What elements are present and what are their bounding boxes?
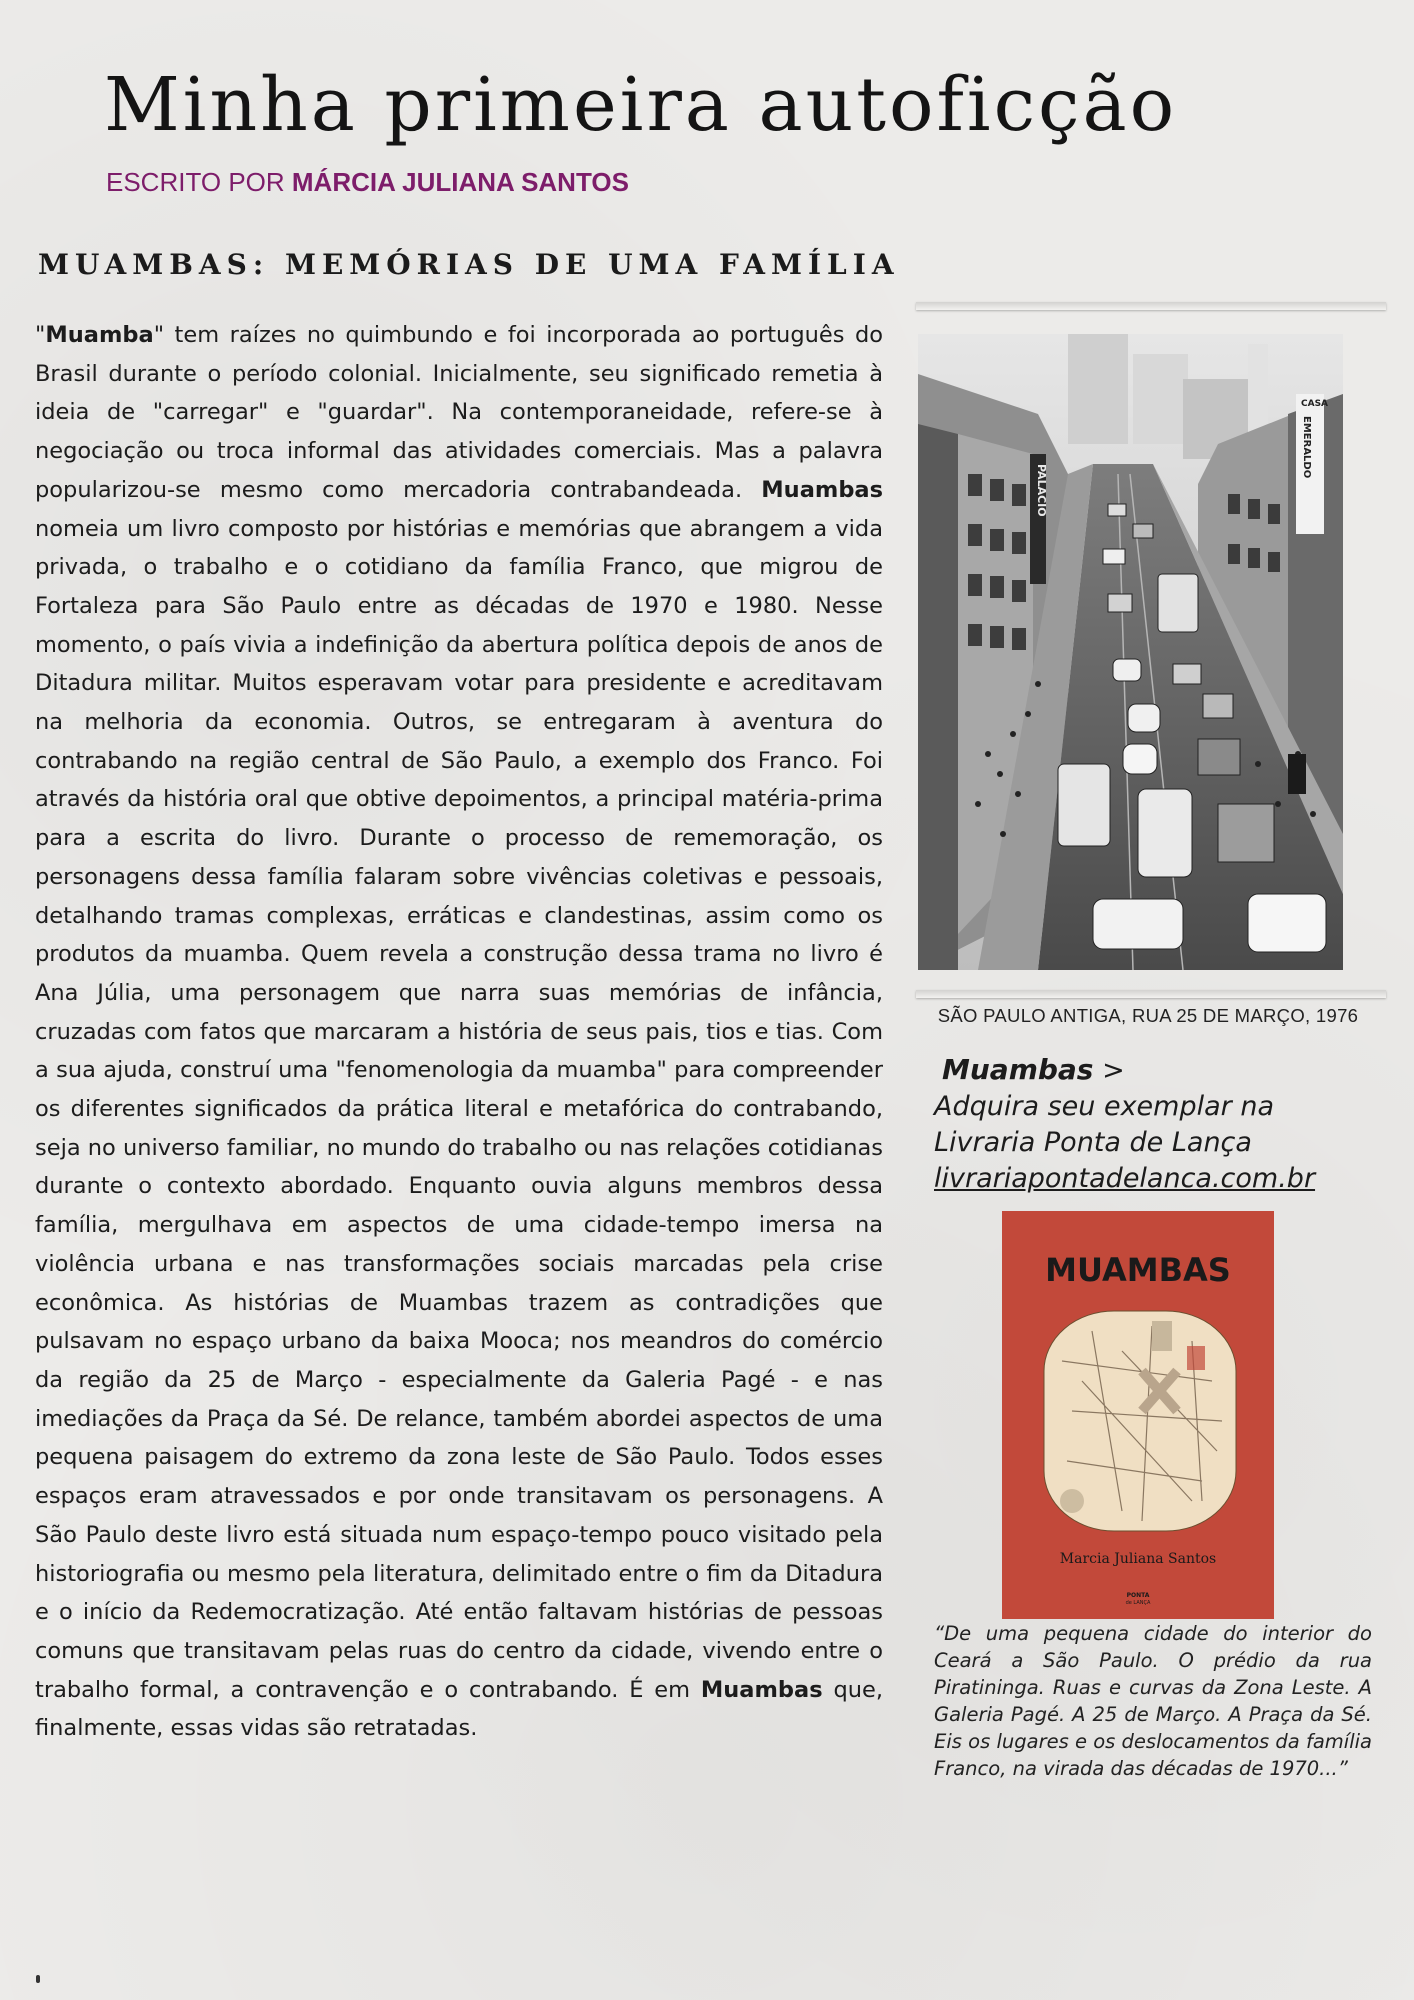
book-quote: “De uma pequena cidade do interior do Ceará a São Paulo. O prédio da rua Piratininga. Ruas e curvas da Zona Leste. A Galeria Pagé. A 25 de Março. A Praça da Sé. Eis os lugares e os deslocamentos da família Franco, na virada das décadas de 1970...”	[934, 1622, 1372, 1780]
article-text-a: " tem raízes no quimbundo e foi incorporada ao português do Brasil durante o período colonial. Inicialmente, seu significado remetia à ideia de "carregar" e "guardar". Na contemporaneidade, refere-se à negociação ou troca informal das atividades comerciais. Mas a palavra popularizou-se mesmo como mercadoria contrabandeada.	[35, 322, 883, 503]
purchase-block	[934, 1052, 1315, 1197]
photo-bottom-edge	[916, 990, 1386, 998]
cover-title: MUAMBAS	[1045, 1251, 1231, 1289]
photo-top-edge	[916, 302, 1386, 310]
section-title: MUAMBAS: MEMÓRIAS DE UMA FAMÍLIA	[38, 248, 900, 281]
photo-caption: SÃO PAULO ANTIGA, RUA 25 DE MARÇO, 1976	[937, 1005, 1359, 1026]
photo-frame	[916, 302, 1386, 1002]
cover-author: Marcia Juliana Santos	[1059, 1551, 1217, 1567]
sign-casa: CASA	[1301, 399, 1329, 409]
street-photo	[918, 334, 1343, 970]
article-text-c: que, finalmente, essas vidas são retratadas.	[35, 1676, 883, 1742]
page-mark	[36, 1975, 40, 1983]
sign-palacio: PALACIO	[1035, 464, 1048, 517]
book-name-2: Muambas	[700, 1676, 823, 1703]
purchase-book-name: Muambas	[942, 1053, 1094, 1086]
quote-mark: "	[35, 322, 46, 348]
bookstore-link[interactable]: livrariapontadelanca.com.br	[934, 1163, 1316, 1194]
byline-prefix: ESCRITO POR	[106, 167, 292, 197]
purchase-line-2: Livraria Ponta de Lança	[934, 1127, 1252, 1158]
article-text-b: nomeia um livro composto por histórias e memórias que abrangem a vida privada, o trabalho e o cotidiano da família Franco, que migrou de Fortaleza para São Paulo entre as décadas de 1970 e 1980. Nesse momento, o país vivia a indefinição da abertura política depois de anos de Ditadura militar. Muitos esperavam votar para presidente e acreditavam na melhoria da economia. Outros, se entregaram à aventura do contrabando na região central de São Paulo, a exemplo dos Franco. Foi através da história oral que obtive depoimentos, a principal matéria-prima para a escrita do livro. Durante o processo de rememoração, os personagens dessa família falaram sobre vivências coletivas e pessoais, detalhando tramas complexas, erráticas e clandestinas, assim como os produtos da muamba. Quem revela a construção dessa trama no livro é Ana Júlia, uma personagem que narra suas memórias de infância, cruzadas com fatos que marcaram a história de seus pais, tios e tias. Com a sua ajuda, construí uma "fenomenologia da muamba" para compreender os diferentes significados da prática literal e metafórica do contrabando, seja no universo familiar, no mundo do trabalho ou nas relações cotidianas durante o contexto abordado. Enquanto ouvia alguns membros dessa família, mergulhava em aspectos de uma cidade-tempo imersa na violência urbana e nas transformações sociais marcadas pela crise econômica. As histórias de Muambas trazem as contradições que pulsavam no espaço urbano da baixa Mooca; nos meandros do comércio da região da 25 de Março - especialmente da Galeria Pagé - e nas imediações da Praça da Sé. De relance, também abordei aspectos de uma pequena paisagem do extremo da zona leste de São Paulo. Todos esses espaços eram atravessados e por onde transitavam os personagens. A São Paulo deste livro está situada num espaço-tempo pouco visitado pela historiografia ou mesmo pela literatura, delimitado entre o fim da Ditadura e o início da Redemocratização. Até então faltavam histórias de pessoas comuns que transitavam pelas ruas do centro da cidade, vivendo entre o trabalho formal, a contravenção e o contrabando. É em	[35, 515, 883, 1703]
byline-author: MÁRCIA JULIANA SANTOS	[291, 167, 629, 197]
book-cover	[1002, 1211, 1274, 1619]
byline	[106, 167, 629, 198]
article-body	[35, 316, 883, 1748]
cover-publisher-bottom: de LANÇA	[1125, 1600, 1151, 1606]
book-name-1: Muambas	[761, 476, 883, 503]
term-muamba: Muamba	[45, 322, 154, 348]
arrow-icon: >	[1102, 1055, 1125, 1086]
sign-emeraldo: EMERALDO	[1301, 416, 1312, 479]
purchase-line-1: Adquira seu exemplar na	[934, 1091, 1274, 1122]
cover-publisher-top: PONTA	[1126, 1592, 1150, 1599]
page-title: Minha primeira autoficção	[104, 62, 1178, 148]
